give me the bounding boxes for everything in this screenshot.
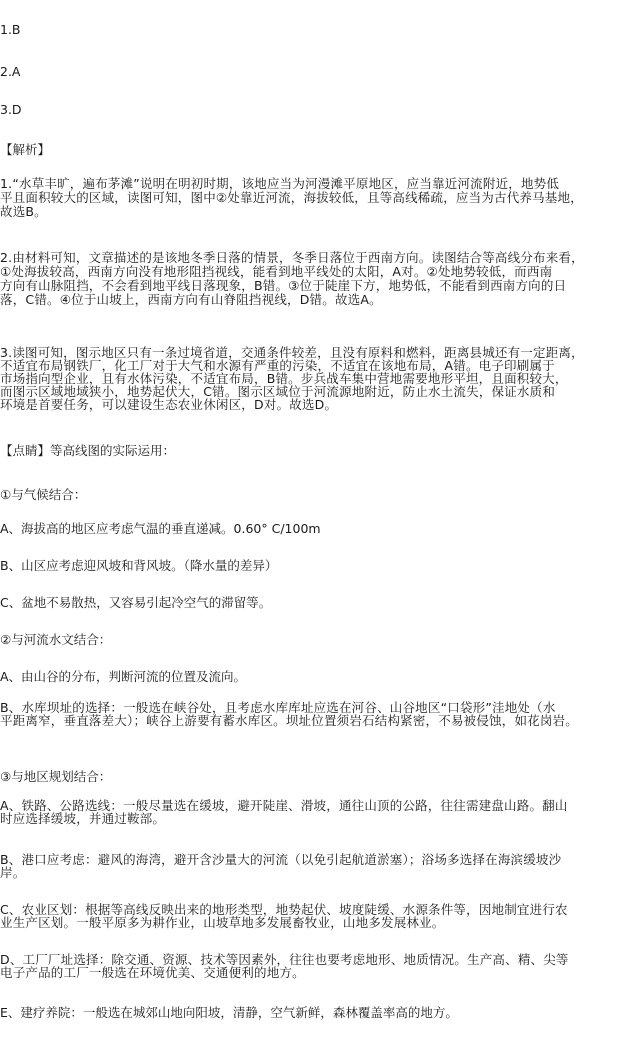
answer-1: 1.B [0, 22, 21, 37]
tip-item-line: 电子产品的工厂一般选在环境优美、交通便利的地方。 [0, 965, 305, 980]
tip-section-title: ①与气候结合： [0, 487, 87, 502]
tip-item [0, 953, 624, 979]
tip-item: C、盆地不易散热，又容易引起冷空气的滞留等。 [0, 595, 272, 610]
explanation-q1-line: 故选B。 [0, 204, 47, 219]
tip-item-line: B、港口应考虑：避风的海湾，避开含沙量大的河流（以免引起航道淤塞）；浴场多选择在海滨缓坡沙 [0, 852, 562, 867]
analysis-heading: 【解析】 [0, 142, 51, 157]
tip-section-title: ②与河流水文结合： [0, 632, 112, 647]
tip-section-title: ③与地区规划结合： [0, 769, 112, 784]
answer-3: 3.D [0, 102, 22, 117]
explanation-q2-line: 2.由材料可知，文章描述的是该地冬季日落的情景，冬季日落位于西南方向。读图结合等高线分布来看， [0, 250, 584, 265]
tip-item-line: A、铁路、公路选线：一般尽量选在缓坡，避开陡崖、滑坡，通往山顶的公路，往往需建盘山路。翻山 [0, 798, 568, 813]
explanation-q3-line: 环境是首要任务，可以建设生态农业休闲区，D对。故选D。 [0, 397, 338, 412]
explanation-q3-line: 3.读图可知，图示地区只有一条过境省道，交通条件较差，且没有原料和燃料，距离县城还有一定距离， [0, 345, 584, 360]
tip-item-line: 岸。 [0, 865, 26, 880]
tip-item [0, 903, 624, 929]
explanation-q1-line: 1.“水草丰旷，遍布茅滩”说明在明初时期，该地应当为河漫滩平原地区，应当靠近河流附近，地势低 [0, 176, 560, 191]
explanation-q3-line: 而图示区域地域狭小，地势起伏大，C错。图示区域位于河流源地附近，防止水土流失，保证水质和 [0, 384, 556, 399]
tip-item-line: B、水库坝址的选择：一般选在峡谷处，且考虑水库库址应选在河谷、山谷地区“口袋形”洼地处（水 [0, 700, 556, 715]
answer-2: 2.A [0, 64, 21, 79]
explanation-q2-line: ①处海拔较高，西南方向没有地形阻挡视线，能看到地平线处的太阳，A对。②处地势较低，而西南 [0, 264, 553, 279]
explanation-q2-line: 方向有山脉阻挡，不会看到地平线日落现象，B错。③位于陡崖下方，地势低，不能看到西南方向的日 [0, 278, 567, 293]
explanation-q2 [0, 251, 624, 307]
explanation-q2-line: 落，C错。④位于山坡上，西南方向有山脊阻挡视线，D错。故选A。 [0, 292, 382, 307]
explanation-q3 [0, 346, 624, 411]
tip-heading: 【点睛】等高线图的实际运用： [0, 443, 176, 458]
explanation-q1-line: 平且面积较大的区域，读图可知，图中②处靠近河流，海拔较低，且等高线稀疏，应当为古代养马基地， [0, 190, 583, 205]
tip-item: E、建疗养院：一般选在城郊山地向阳坡，清静，空气新鲜，森林覆盖率高的地方。 [0, 1005, 458, 1020]
explanation-q3-line: 市场指向型企业，且有水体污染，不适宜布局，B错。步兵战车集中营地需要地形平坦，且面积较大， [0, 371, 568, 386]
explanation-q1 [0, 177, 624, 219]
tip-item [0, 853, 624, 879]
tip-item: A、由山谷的分布，判断河流的位置及流向。 [0, 669, 247, 684]
tip-item [0, 799, 624, 825]
tip-item-line: D、工厂厂址选择：除交通、资源、技术等因素外，往往也要考虑地形、地质情况。生产高、精、尖等 [0, 952, 569, 967]
tip-item-line: 业生产区划。一般平原多为耕作业，山坡草地多发展畜牧业，山地多发展林业。 [0, 915, 445, 930]
tip-item-line: C、农业区划：根据等高线反映出来的地形类型，地势起伏、坡度陡缓、水源条件等，因地制宜进行农 [0, 902, 568, 917]
tip-item-line: 平距离窄，垂直落差大）；峡谷上游要有蓄水库区。坝址位置须岩石结构紧密，不易被侵蚀，如花岗岩。 [0, 713, 578, 728]
explanation-q3-line: 不适宜布局钢铁厂，化工厂对于大气和水源有严重的污染，不适宜在该地布局，A错。电子印刷属于 [0, 358, 555, 373]
tip-item-line: 时应选择缓坡，并通过鞍部。 [0, 811, 166, 826]
tip-item: A、海拔高的地区应考虑气温的垂直递减。0.60° C/100m [0, 521, 321, 536]
tip-item: B、山区应考虑迎风坡和背风坡。（降水量的差异） [0, 558, 278, 573]
tip-item [0, 701, 624, 727]
